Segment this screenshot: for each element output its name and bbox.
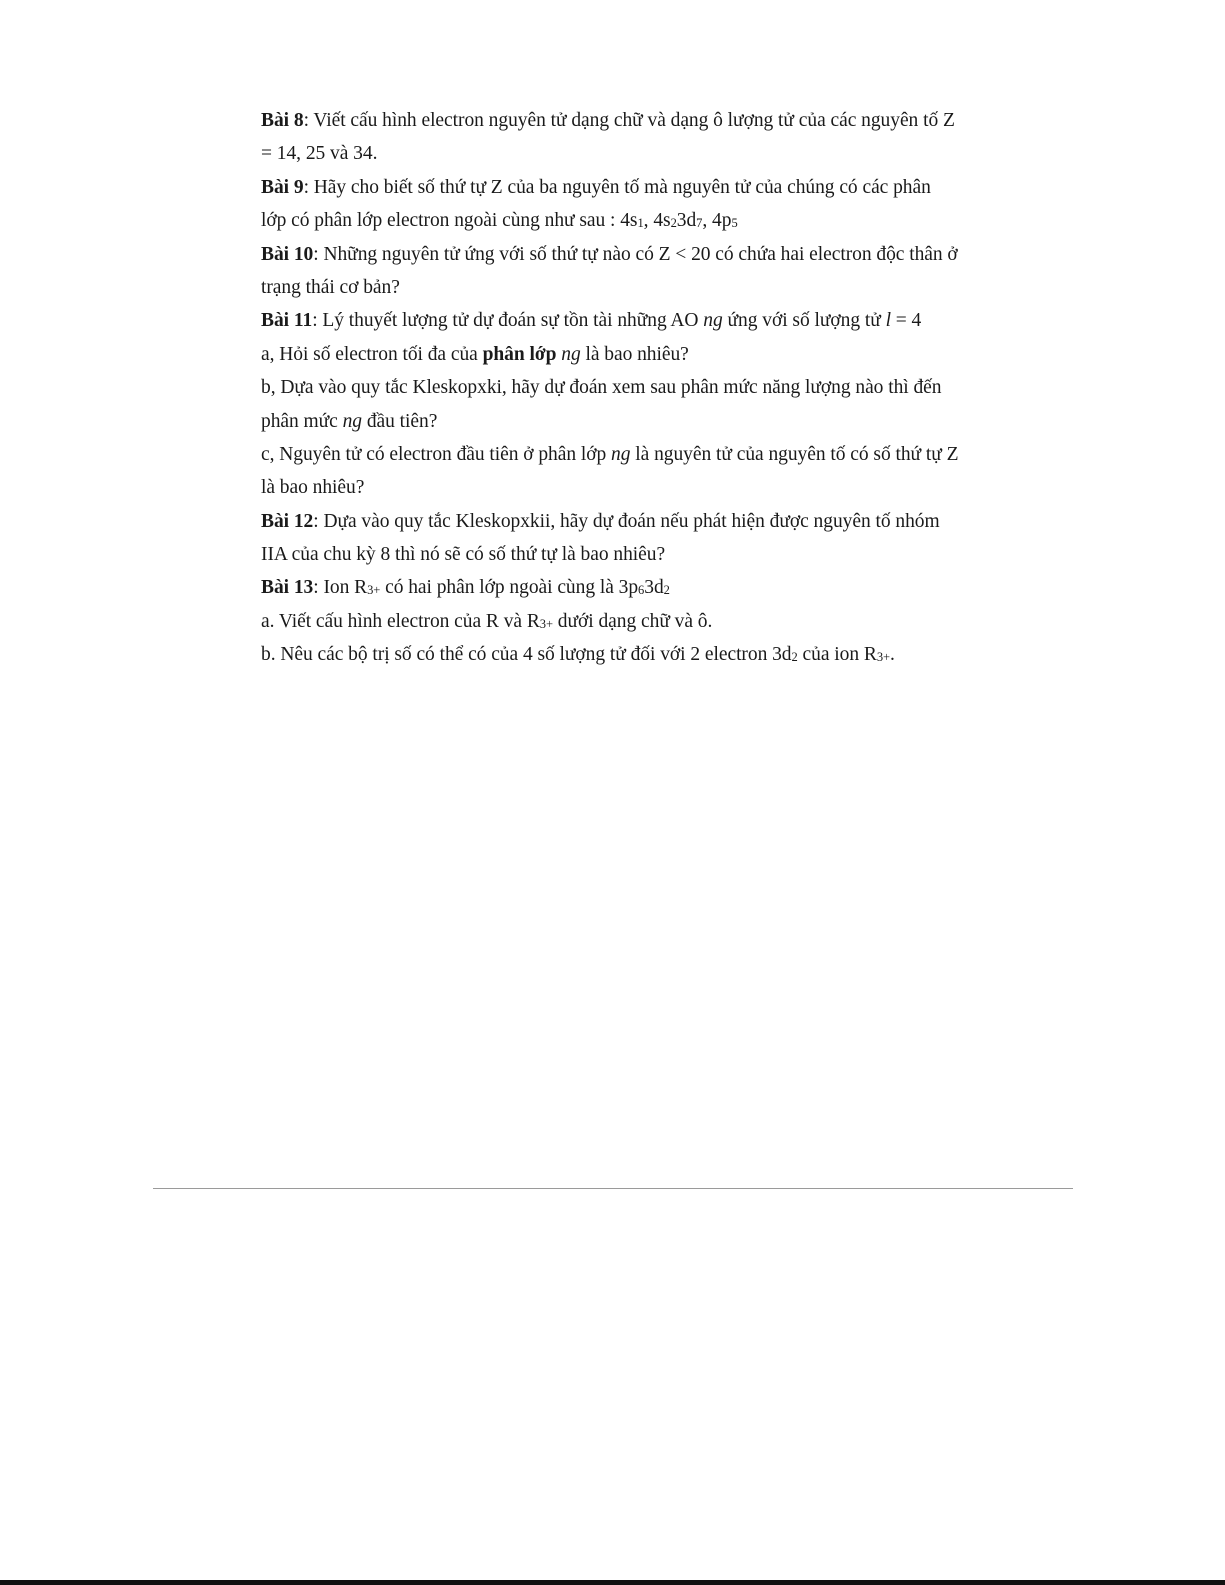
- orbital-text: 3d: [676, 210, 697, 232]
- exercise-11-text: : Lý thuyết lượng tử dự đoán sự tồn tài những AO: [312, 310, 704, 332]
- electron-count: 2: [670, 216, 677, 231]
- exercise-10-line-1: [261, 238, 971, 271]
- electron-count: 7: [696, 216, 703, 231]
- exercise-12-text: : Dựa vào quy tắc Kleskopxkii, hãy dự đoán nếu phát hiện được nguyên tố nhóm: [313, 510, 940, 532]
- page-bottom-edge: [0, 1580, 1225, 1585]
- exercise-11c-text: là bao nhiêu?: [261, 477, 365, 499]
- exercise-11c-text: c, Nguyên tử có electron đầu tiên ở phân lớp: [261, 443, 612, 465]
- exercise-9-text: : Hãy cho biết số thứ tự Z của ba nguyên tố mà nguyên tử của chúng có các phân: [303, 176, 931, 198]
- exercise-11c-text: là nguyên tử của nguyên tố có số thứ tự Z: [630, 443, 959, 465]
- exercise-11a: [261, 338, 971, 371]
- exercise-13a: [261, 605, 971, 638]
- exercise-13b-text: b. Nêu các bộ trị số có thể có của 4 số lượng tử đối với 2 electron 3d: [261, 644, 792, 666]
- exercise-13-line-1: [261, 571, 971, 604]
- exercise-11b-text: phân mức: [261, 410, 343, 432]
- sublevel-ng: ng: [703, 310, 723, 332]
- exercise-11b-line-2: [261, 405, 971, 438]
- exercise-12-line-1: [261, 505, 971, 538]
- ion-charge: 3+: [876, 650, 891, 665]
- exercise-13a-text: a. Viết cấu hình electron của R và R: [261, 610, 540, 632]
- sublevel-ng: ng: [342, 410, 363, 432]
- exercise-13b: [261, 638, 971, 671]
- electron-count: 5: [731, 216, 738, 231]
- exercise-12-text-cont: IIA của chu kỳ 8 thì nó sẽ có số thứ tự là bao nhiêu?: [261, 544, 666, 566]
- orbital-text: , 4s: [643, 210, 671, 232]
- electron-count: 2: [663, 583, 670, 598]
- sublevel-ng: ng: [611, 443, 631, 465]
- exercise-11c-line-2: [261, 471, 971, 504]
- exercise-13b-text: .: [890, 644, 895, 666]
- exercise-11a-text: a, Hỏi số electron tối đa của: [261, 343, 483, 365]
- exercise-9-line-2: [261, 204, 971, 237]
- exercise-11-text: = 4: [890, 310, 922, 332]
- exercise-13a-text: dưới dạng chữ và ô.: [552, 610, 713, 632]
- exercise-9-text-cont: lớp có phân lớp electron ngoài cùng như sau : 4s: [261, 210, 638, 232]
- exercise-9-label: Bài 9: [261, 176, 304, 198]
- exercise-8-line-1: [261, 104, 971, 137]
- exercise-12-line-2: [261, 538, 971, 571]
- exercise-13-text: : Ion R: [313, 577, 368, 599]
- electron-count: 2: [791, 650, 798, 665]
- exercise-11-text: ứng với số lượng tử: [722, 310, 886, 332]
- exercise-11c-line-1: [261, 438, 971, 471]
- exercise-8-text-cont: = 14, 25 và 34.: [261, 143, 378, 165]
- exercise-10-text-cont: trạng thái cơ bản?: [261, 276, 400, 298]
- sublevel-ng: ng: [561, 343, 581, 365]
- page-divider: [153, 1188, 1073, 1189]
- exercise-8-text: : Viết cấu hình electron nguyên tử dạng chữ và dạng ô lượng tử của các nguyên tố Z: [303, 110, 955, 131]
- exercise-8-line-2: [261, 137, 971, 170]
- exercise-9-line-1: [261, 171, 971, 204]
- quantum-number-l: l: [885, 310, 891, 332]
- exercise-11-label: Bài 11: [261, 310, 313, 332]
- exercise-11a-text: là bao nhiêu?: [580, 343, 689, 365]
- ion-charge: 3+: [367, 583, 381, 598]
- ion-charge: 3+: [539, 616, 553, 631]
- electron-count: 6: [638, 583, 645, 598]
- exercise-12-label: Bài 12: [261, 510, 314, 532]
- exercise-8-label: Bài 8: [261, 110, 304, 131]
- exercise-11-line-1: [261, 304, 971, 337]
- exercise-13-text: có hai phân lớp ngoài cùng là 3p: [380, 577, 639, 599]
- exercise-10-label: Bài 10: [261, 243, 314, 265]
- electron-count: 1: [637, 216, 644, 231]
- exercise-11b-text: đầu tiên?: [362, 410, 438, 432]
- exercise-13b-text: của ion R: [797, 644, 877, 666]
- exercise-11b-line-1: [261, 371, 971, 404]
- orbital-text: , 4p: [702, 210, 732, 232]
- exercise-10-text: : Những nguyên tử ứng với số thứ tự nào có Z < 20 có chứa hai electron độc thân ở: [313, 243, 958, 265]
- exercise-13-text: 3d: [644, 577, 664, 599]
- exercise-11a-bold: phân lớp: [482, 343, 557, 365]
- exercise-13-label: Bài 13: [261, 577, 314, 599]
- exercise-11b-text: b, Dựa vào quy tắc Kleskopxki, hãy dự đoán xem sau phân mức năng lượng nào thì đến: [261, 377, 942, 399]
- exercise-10-line-2: [261, 271, 971, 304]
- exercise-list: [261, 104, 971, 672]
